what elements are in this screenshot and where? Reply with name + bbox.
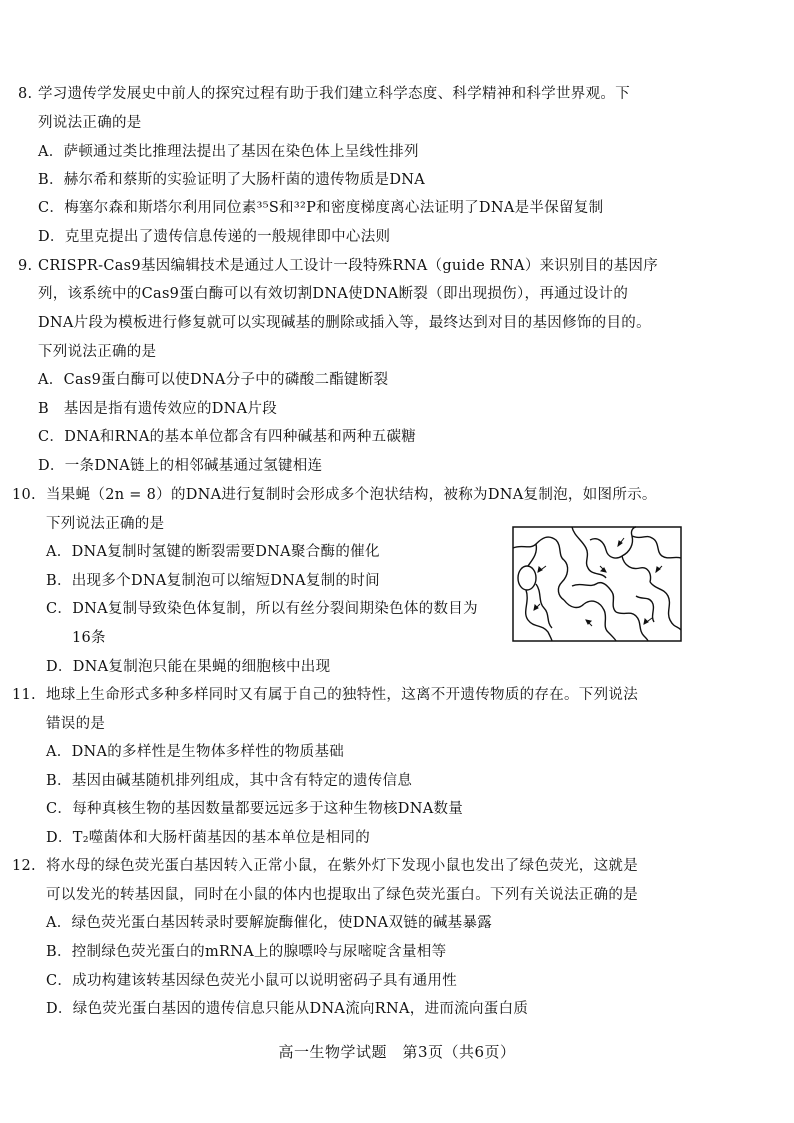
option-d: D．T₂噬菌体和大肠杆菌基因的基本单位是相同的 bbox=[46, 830, 371, 846]
option-d: D．DNA复制泡只能在果蝇的细胞核中出现 bbox=[46, 659, 331, 675]
option-a: A．Cas9蛋白酶可以使DNA分子中的磷酸二酯键断裂 bbox=[38, 372, 389, 388]
question-number: 12. bbox=[12, 858, 36, 874]
option-b: B．控制绿色荧光蛋白的mRNA上的腺嘌呤与尿嘧啶含量相等 bbox=[46, 944, 447, 960]
page-footer: 高一生物学试题 第3页（共6页） bbox=[278, 1043, 516, 1061]
option-c: C．每种真核生物的基因数量都要远远多于这种生物核DNA数量 bbox=[46, 801, 464, 817]
option-a: A．绿色荧光蛋白基因转录时要解旋酶催化，使DNA双链的碱基暴露 bbox=[46, 915, 493, 931]
question-stem-line: CRISPR-Cas9基因编辑技术是通过人工设计一段特殊RNA（guide RNA）来识别目的基因序 bbox=[38, 258, 659, 274]
option-c-continued: 16条 bbox=[72, 630, 106, 646]
question-stem-line: 列说法正确的是 bbox=[38, 115, 142, 131]
question-number: 9. bbox=[18, 258, 33, 274]
question-number: 10. bbox=[12, 487, 36, 503]
option-d: D．一条DNA链上的相邻碱基通过氢键相连 bbox=[38, 458, 323, 474]
question-stem-line: 列，该系统中的Cas9蛋白酶可以有效切割DNA使DNA断裂（即出现损伤），再通过设计的 bbox=[38, 286, 629, 302]
question-stem-line: 地球上生命形式多种多样同时又有属于自己的独特性，这离不开遗传物质的存在。下列说法 bbox=[46, 687, 638, 703]
question-stem-line: 学习遗传学发展史中前人的探究过程有助于我们建立科学态度、科学精神和科学世界观。下 bbox=[38, 86, 630, 102]
option-a: A．萨顿通过类比推理法提出了基因在染色体上呈线性排列 bbox=[38, 144, 419, 160]
question-stem-line: 下列说法正确的是 bbox=[46, 516, 165, 532]
option-c: C．DNA和RNA的基本单位都含有四种碱基和两种五碳糖 bbox=[38, 429, 417, 445]
option-c: C．梅塞尔森和斯塔尔利用同位素³⁵S和³²P和密度梯度离心法证明了DNA是半保留复制 bbox=[38, 200, 604, 216]
option-b: B．出现多个DNA复制泡可以缩短DNA复制的时间 bbox=[46, 573, 380, 589]
option-a: A．DNA的多样性是生物体多样性的物质基础 bbox=[46, 744, 345, 760]
dna-replication-bubble-figure bbox=[512, 526, 682, 642]
question-number: 8. bbox=[18, 86, 33, 102]
option-a: A．DNA复制时氢键的断裂需要DNA聚合酶的催化 bbox=[46, 544, 380, 560]
question-stem-line: 错误的是 bbox=[46, 716, 106, 732]
question-stem-line: DNA片段为模板进行修复就可以实现碱基的删除或插入等，最终达到对目的基因修饰的目的。 bbox=[38, 315, 651, 331]
option-c: C．DNA复制导致染色体复制，所以有丝分裂间期染色体的数目为 bbox=[46, 601, 478, 617]
question-stem-line: 下列说法正确的是 bbox=[38, 344, 157, 360]
option-b: B．基因由碱基随机排列组成，其中含有特定的遗传信息 bbox=[46, 773, 413, 789]
question-number: 11. bbox=[12, 687, 36, 703]
option-b: B．赫尔希和蔡斯的实验证明了大肠杆菌的遗传物质是DNA bbox=[38, 172, 426, 188]
option-b: B 基因是指有遗传效应的DNA片段 bbox=[38, 401, 278, 417]
question-stem-line: 将水母的绿色荧光蛋白基因转入正常小鼠，在紫外灯下发现小鼠也发出了绿色荧光，这就是 bbox=[46, 858, 638, 874]
option-c: C．成功构建该转基因绿色荧光小鼠可以说明密码子具有通用性 bbox=[46, 973, 457, 989]
option-d: D．绿色荧光蛋白基因的遗传信息只能从DNA流向RNA，进而流向蛋白质 bbox=[46, 1001, 529, 1017]
question-stem-line: 当果蝇（2n = 8）的DNA进行复制时会形成多个泡状结构，被称为DNA复制泡，如图所示。 bbox=[46, 487, 657, 503]
option-d: D．克里克提出了遗传信息传递的一般规律即中心法则 bbox=[38, 229, 391, 245]
question-stem-line: 可以发光的转基因鼠，同时在小鼠的体内也提取出了绿色荧光蛋白。下列有关说法正确的是 bbox=[46, 887, 638, 903]
